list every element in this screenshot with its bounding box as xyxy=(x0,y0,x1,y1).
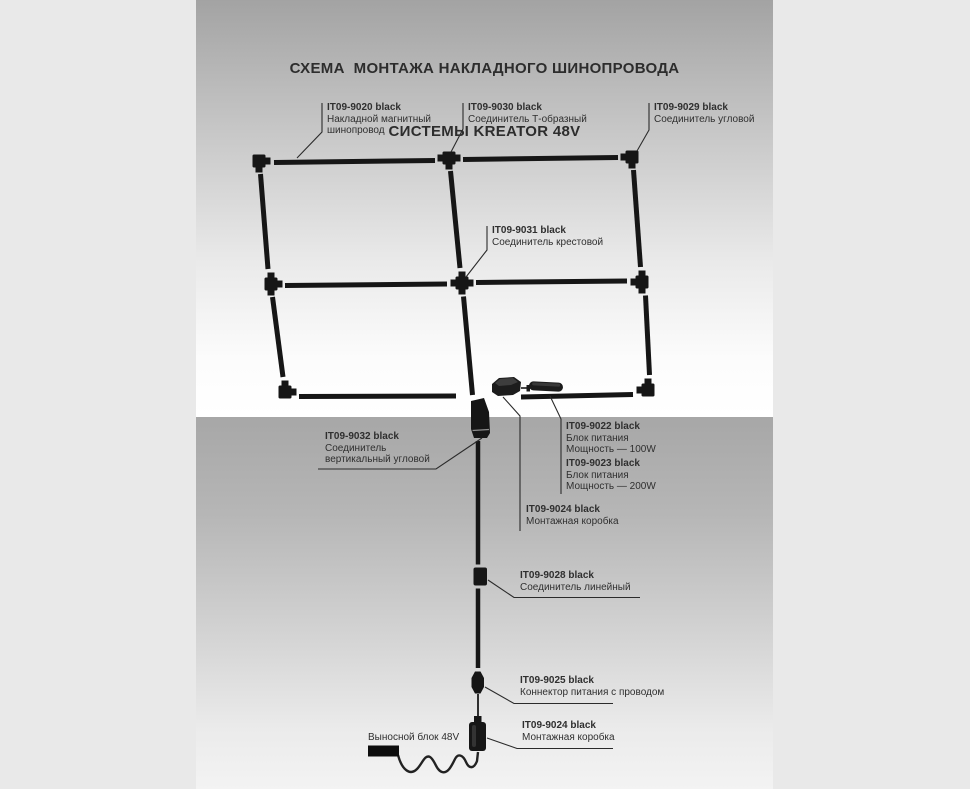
power-cord xyxy=(398,752,478,772)
leader-line xyxy=(550,396,561,494)
track-segment xyxy=(299,396,456,397)
corner-connector xyxy=(637,379,655,397)
label-it09-9022 xyxy=(566,421,656,456)
power-supply-units xyxy=(492,377,563,396)
part-description: Мощность — 100W xyxy=(566,444,656,455)
tee-connector xyxy=(265,273,283,296)
label-it09-9029 xyxy=(654,102,754,125)
label-it09-9032 xyxy=(325,431,430,466)
track-segment xyxy=(285,284,447,286)
power-supply-icon xyxy=(529,381,563,392)
track-segment xyxy=(451,171,461,268)
power-feed-connector xyxy=(472,672,485,694)
leader-line xyxy=(466,226,487,277)
part-description: Соединитель крестовой xyxy=(492,236,604,248)
linear-connector xyxy=(474,568,488,586)
part-code: IT09-9020 black xyxy=(327,102,401,113)
label-remote-block xyxy=(368,732,459,744)
part-code: IT09-9028 black xyxy=(520,570,594,581)
part-description: Соединитель линейный xyxy=(520,581,631,593)
label-it09-9020 xyxy=(327,102,431,137)
part-description: вертикальный угловой xyxy=(325,454,430,465)
track-segment xyxy=(273,297,284,377)
title-line-2: СИСТЕМЫ KREATOR 48V xyxy=(388,123,581,140)
label-it09-9023 xyxy=(566,458,656,493)
part-code: IT09-9031 black xyxy=(492,225,566,236)
label-it09-9028 xyxy=(520,570,631,593)
corner-connector xyxy=(279,381,297,399)
part-description: Соединитель угловой xyxy=(654,113,755,125)
label-it09-9030 xyxy=(468,102,587,125)
track-segment xyxy=(634,170,641,267)
track-segment xyxy=(521,395,633,398)
part-description: Накладной магнитный xyxy=(327,113,432,125)
label-it09-9024-bottom xyxy=(522,720,615,743)
part-code: IT09-9025 black xyxy=(520,675,594,686)
part-code: IT09-9024 black xyxy=(526,504,600,515)
track-segments xyxy=(261,158,650,398)
label-it09-9031 xyxy=(492,225,603,248)
part-description: Монтажная коробка xyxy=(522,731,615,743)
label-it09-9025 xyxy=(520,675,664,698)
part-code: IT09-9032 black xyxy=(325,431,399,442)
part-code: IT09-9023 black xyxy=(566,458,640,469)
cross-connector xyxy=(451,272,474,295)
part-description: Соединитель xyxy=(325,442,387,454)
part-description: Выносной блок 48V xyxy=(368,732,460,743)
title-line-1: СХЕМА МОНТАЖА НАКЛАДНОГО ШИНОПРОВОДА xyxy=(289,60,680,77)
part-description: Мощность — 200W xyxy=(566,481,656,492)
track-segment xyxy=(261,174,269,269)
part-description: Блок питания xyxy=(566,432,629,444)
part-code: IT09-9024 black xyxy=(522,720,596,731)
part-code: IT09-9030 black xyxy=(468,102,542,113)
vertical-corner-connector xyxy=(471,398,490,438)
track-segment xyxy=(476,281,627,283)
tee-connector xyxy=(631,271,649,294)
mounting-box-bottom xyxy=(469,716,486,751)
part-description: Монтажная коробка xyxy=(526,515,619,527)
part-description: Соединитель Т-образный xyxy=(468,113,587,125)
label-it09-9024-top xyxy=(526,504,619,527)
track-segment xyxy=(646,296,650,376)
diagram-title xyxy=(196,16,773,184)
track-segment xyxy=(464,297,473,396)
remote-power-block xyxy=(368,746,399,757)
part-code: IT09-9029 black xyxy=(654,102,728,113)
part-description: шинопровод xyxy=(327,125,385,136)
leader-line xyxy=(503,397,520,531)
part-code: IT09-9022 black xyxy=(566,421,640,432)
part-description: Коннектор питания с проводом xyxy=(520,686,665,698)
part-description: Блок питания xyxy=(566,469,629,481)
mounting-box-icon xyxy=(492,377,521,396)
